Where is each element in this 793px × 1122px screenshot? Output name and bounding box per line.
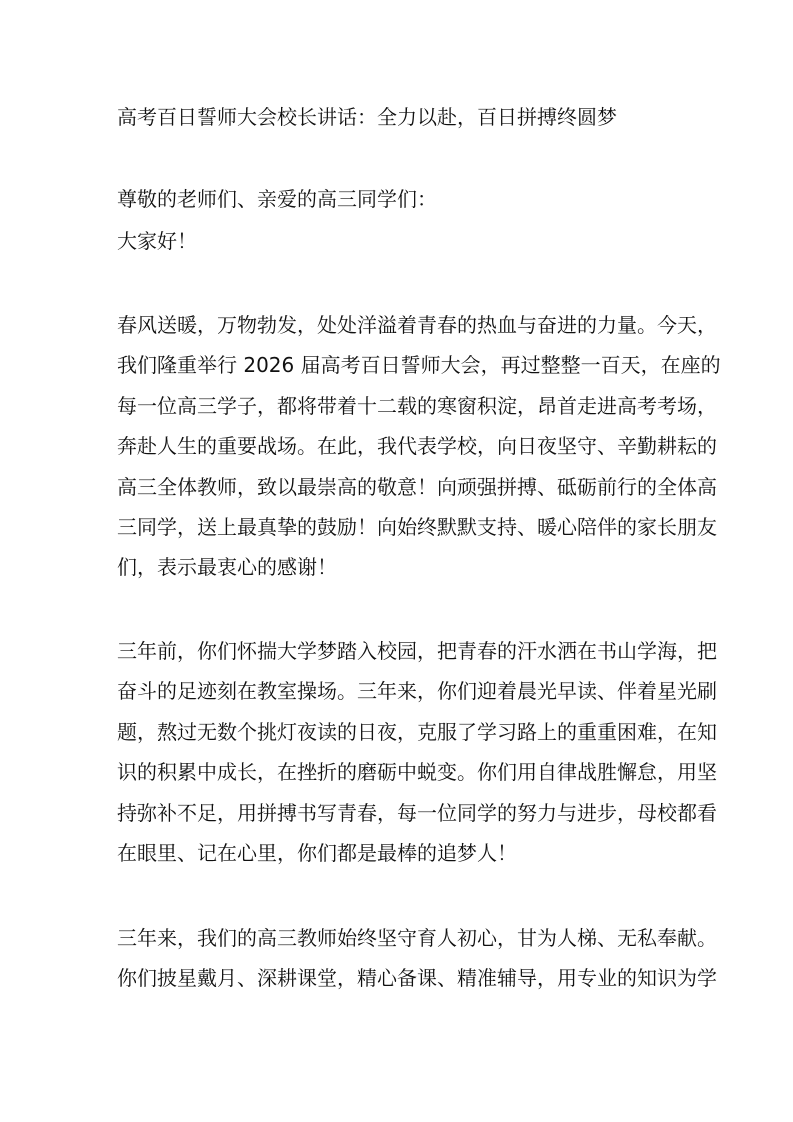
- greeting: 大家好！: [117, 229, 197, 253]
- paragraph-3-line: 三年来，我们的高三教师始终坚守育人初心，甘为人梯、无私奉献。: [117, 926, 717, 950]
- paragraph-1-line: 们，表示最衷心的感谢！: [117, 555, 337, 580]
- document-title: 高考百日誓师大会校长讲话：全力以赴，百日拼搏终圆梦: [117, 105, 617, 129]
- paragraph-2-line: 奋斗的足迹刻在教室操场。三年来，你们迎着晨光早读、伴着星光刷: [117, 679, 717, 704]
- paragraph-1-line: 春风送暖，万物勃发，处处洋溢着青春的热血与奋进的力量。今天，: [117, 313, 717, 337]
- paragraph-1-line: 高三全体教师，致以最崇高的敬意！向顽强拼搏、砥砺前行的全体高: [117, 474, 717, 499]
- salutation: 尊敬的老师们、亲爱的高三同学们：: [117, 187, 437, 211]
- paragraph-1-line: 奔赴人生的重要战场。在此，我代表学校，向日夜坚守、辛勤耕耘的: [117, 434, 717, 459]
- paragraph-2-line: 三年前，你们怀揣大学梦踏入校园，把青春的汗水洒在书山学海，把: [117, 639, 717, 663]
- paragraph-3-line: 你们披星戴月、深耕课堂，精心备课、精准辅导，用专业的知识为学: [117, 966, 717, 991]
- paragraph-2-line: 题，熬过无数个挑灯夜读的日夜，克服了学习路上的重重困难，在知: [117, 719, 717, 744]
- paragraph-1-line: 三同学，送上最真挚的鼓励！向始终默默支持、暖心陪伴的家长朋友: [117, 515, 717, 539]
- paragraph-1-line: 我们隆重举行 2026 届高考百日誓师大会，再过整整一百天，在座的: [117, 353, 721, 378]
- paragraph-2-line: 在眼里、记在心里，你们都是最棒的追梦人！: [117, 841, 517, 865]
- paragraph-2-line: 识的积累中成长，在挫折的磨砺中蜕变。你们用自律战胜懈怠，用坚: [117, 760, 717, 785]
- paragraph-1-line: 每一位高三学子，都将带着十二载的寒窗积淀，昂首走进高考考场，: [117, 393, 717, 418]
- paragraph-2-line: 持弥补不足，用拼搏书写青春，每一位同学的努力与进步，母校都看: [117, 800, 717, 825]
